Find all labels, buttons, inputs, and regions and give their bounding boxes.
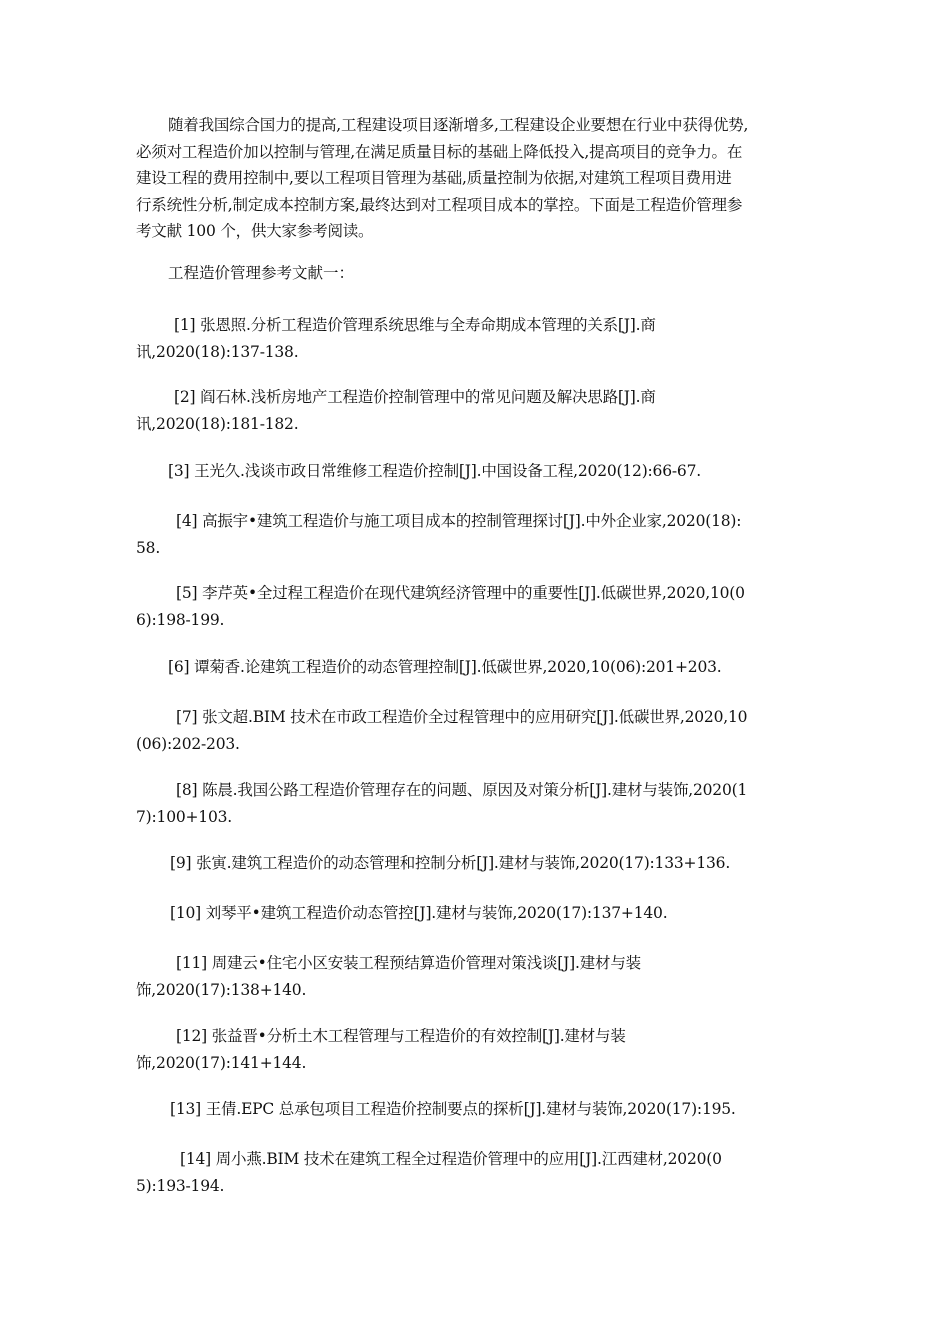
intro-line: 随着我国综合国力的提高,工程建设项目逐渐增多,工程建设企业要想在行业中获得优势, [168,116,749,134]
reference-text: [14] 周小燕.BIM 技术在建筑工程全过程造价管理中的应用[J].江西建材,2020(0 [180,1150,722,1168]
reference-continuation: 7):100+103. [136,807,233,826]
intro-paragraph [136,112,836,245]
reference-text: [11] 周建云•住宅小区安装工程预结算造价管理对策浅谈[J].建材与装 [176,954,641,972]
reference-item [136,704,876,757]
reference-item [170,900,870,927]
reference-text: [10] 刘琴平•建筑工程造价动态管控[J].建材与装饰,2020(17):137+140. [170,904,668,922]
reference-continuation: 讯,2020(18):181-182. [136,414,299,433]
reference-text: [7] 张文超.BIM 技术在市政工程造价全过程管理中的应用研究[J].低碳世界,2020,10 [176,708,748,726]
reference-continuation: 饰,2020(17):141+144. [136,1053,307,1072]
reference-text: [9] 张寅.建筑工程造价的动态管理和控制分析[J].建材与装饰,2020(17):133+136. [170,854,731,872]
reference-continuation: 58. [136,538,161,557]
intro-line: 考文献 100 个，供大家参考阅读。 [136,222,374,240]
section-title: 工程造价管理参考文献一： [168,264,355,282]
reference-text: [1] 张恩照.分析工程造价管理系统思维与全寿命期成本管理的关系[J].商 [174,316,656,334]
reference-item [136,777,876,830]
intro-line: 建设工程的费用控制中,要以工程项目管理为基础,质量控制为依据,对建筑工程项目费用进 [136,169,732,187]
reference-continuation: (06):202-203. [136,734,240,753]
reference-continuation: 6):198-199. [136,610,225,629]
intro-line: 行系统性分析,制定成本控制方案,最终达到对工程项目成本的掌控。下面是工程造价管理参 [136,195,743,214]
reference-item [136,312,874,365]
reference-item [168,654,868,681]
intro-line: 必须对工程造价加以控制与管理,在满足质量目标的基础上降低投入,提高项目的竞争力。在 [136,142,743,161]
reference-item [136,508,876,561]
reference-item [136,1023,876,1076]
reference-text: [12] 张益晋•分析土木工程管理与工程造价的有效控制[J].建材与装 [176,1027,626,1045]
reference-item [136,384,874,437]
reference-text: [4] 高振宇•建筑工程造价与施工项目成本的控制管理探讨[J].中外企业家,2020(18): [176,512,742,530]
reference-item [136,950,876,1003]
reference-text: [13] 王倩.EPC 总承包项目工程造价控制要点的探析[J].建材与装饰,2020(17):195. [170,1100,736,1118]
reference-item [170,850,870,877]
reference-text: [5] 李芹英•全过程工程造价在现代建筑经济管理中的重要性[J].低碳世界,2020,10(0 [176,584,745,602]
reference-continuation: 5):193-194. [136,1176,225,1195]
reference-text: [6] 谭菊香.论建筑工程造价的动态管理控制[J].低碳世界,2020,10(06):201+203. [168,658,722,676]
reference-item [136,580,876,633]
reference-continuation: 讯,2020(18):137-138. [136,342,299,361]
reference-item [170,1096,870,1123]
reference-text: [3] 王光久.浅谈市政日常维修工程造价控制[J].中国设备工程,2020(12):66-67. [168,462,701,480]
reference-text: [2] 阎石林.浅析房地产工程造价控制管理中的常见问题及解决思路[J].商 [174,388,656,406]
reference-item [136,1146,880,1199]
reference-item [168,458,868,485]
reference-text: [8] 陈晨.我国公路工程造价管理存在的问题、原因及对策分析[J].建材与装饰,2020(1 [176,781,748,799]
reference-continuation: 饰,2020(17):138+140. [136,980,307,999]
